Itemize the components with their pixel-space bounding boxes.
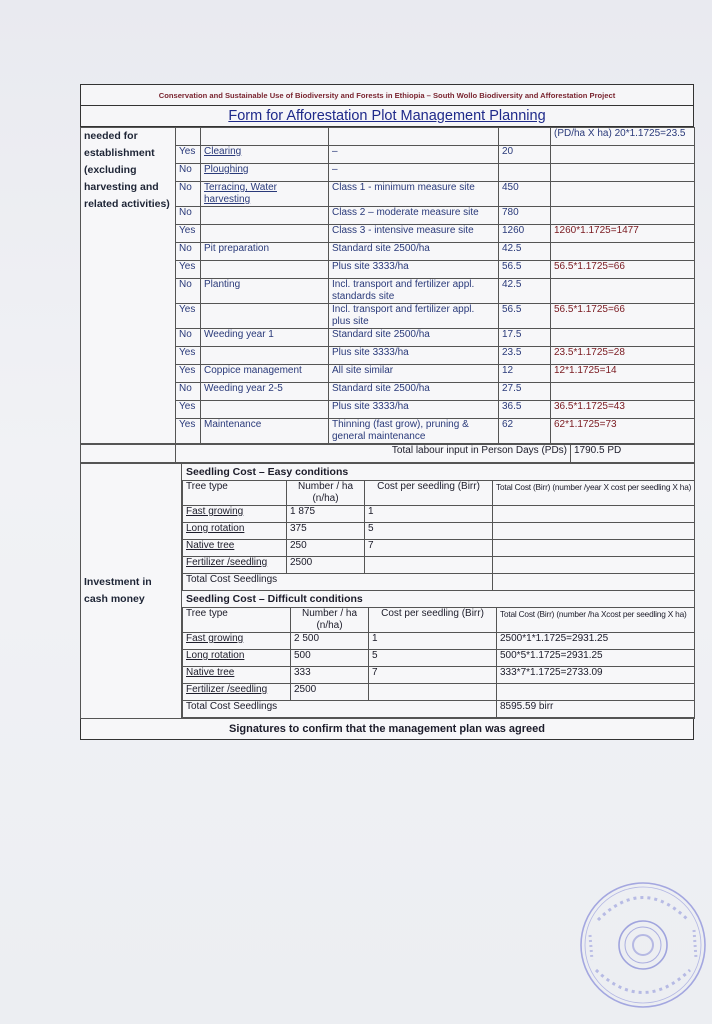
tree-type-cell: Long rotation [183,523,287,540]
calculation-cell [551,207,695,225]
seedling-row [183,684,695,701]
cost-per-seedling-cell [365,557,493,574]
measure-cell: – [329,146,499,164]
yes-no-cell: Yes [176,225,201,243]
column-header: Total Cost (Birr) (number /ha Xcost per seedling X ha) [497,608,695,633]
seedling-row [183,633,695,650]
activity-cell: Clearing [201,146,329,164]
activity-cell [201,304,329,329]
calculation-cell: 62*1.1725=73 [551,419,695,444]
person-days-cell: 56.5 [499,261,551,279]
investment-table [80,463,695,719]
person-days-cell: 1260 [499,225,551,243]
activity-cell: Planting [201,279,329,304]
cost-per-seedling-cell: 7 [369,667,497,684]
calculation-cell [551,329,695,347]
tree-type-cell: Native tree [183,540,287,557]
column-header: Total Cost (Birr) (number /year X cost per seedling X ha) [493,481,695,506]
number-per-ha-cell: 1 875 [287,506,365,523]
calculation-cell [551,243,695,261]
yes-no-cell: No [176,182,201,207]
number-per-ha-cell: 375 [287,523,365,540]
column-header: Tree type [183,481,287,506]
tree-type-cell: Native tree [183,667,291,684]
activity-cell: Terracing, Water harvesting [201,182,329,207]
person-days-cell: 12 [499,365,551,383]
measure-cell: Plus site 3333/ha [329,401,499,419]
yes-no-cell: No [176,329,201,347]
total-cost-cell [493,557,695,574]
number-per-ha-cell: 250 [287,540,365,557]
tree-type-cell: Fast growing [183,506,287,523]
calculation-cell: 56.5*1.1725=66 [551,261,695,279]
activity-cell: Pit preparation [201,243,329,261]
seedling-row [183,540,695,557]
tree-type-cell: Long rotation [183,650,291,667]
person-days-cell: 42.5 [499,279,551,304]
person-days-cell: 42.5 [499,243,551,261]
calculation-cell [551,279,695,304]
difficult-section [182,591,694,718]
seedling-total-label: Total Cost Seedlings [183,701,497,718]
easy-title: Seedling Cost – Easy conditions [186,466,349,478]
activity-cell: Ploughing [201,164,329,182]
number-per-ha-cell: 2500 [291,684,369,701]
seedling-total-value: 8595.59 birr [497,701,695,718]
tree-type-cell: Fast growing [183,633,291,650]
labour-total-table [80,444,695,463]
total-cost-cell [493,523,695,540]
column-header: Number / ha (n/ha) [291,608,369,633]
measure-cell: All site similar [329,365,499,383]
cost-per-seedling-cell: 5 [369,650,497,667]
seedling-total-label: Total Cost Seedlings [183,574,493,591]
cost-per-seedling-cell [369,684,497,701]
yes-no-cell: Yes [176,146,201,164]
labour-total-label: Total labour input in Person Days (PDs) [176,445,571,463]
seedling-row [183,506,695,523]
yes-no-cell: Yes [176,304,201,329]
measure-cell: Class 3 - intensive measure site [329,225,499,243]
tree-type-cell: Fertilizer /seedling [183,557,287,574]
yes-no-cell: No [176,243,201,261]
measure-cell: Standard site 2500/ha [329,329,499,347]
calculation-cell: 12*1.1725=14 [551,365,695,383]
calculation-cell: 36.5*1.1725=43 [551,401,695,419]
activity-cell [201,401,329,419]
measure-cell: Thinning (fast grow), pruning & general maintenance [329,419,499,444]
activity-cell [201,225,329,243]
labour-table [80,127,695,444]
column-header: Tree type [183,608,291,633]
tree-type-cell: Fertilizer /seedling [183,684,291,701]
cost-per-seedling-cell: 1 [369,633,497,650]
yes-no-cell: Yes [176,365,201,383]
person-days-cell: 62 [499,419,551,444]
measure-cell: Class 1 - minimum measure site [329,182,499,207]
seedling-header-row [183,608,695,633]
investment-side-label: Investment in cash money [81,464,182,719]
yes-no-cell: No [176,207,201,225]
yes-no-cell: No [176,164,201,182]
person-days-cell: 23.5 [499,347,551,365]
difficult-title: Seedling Cost – Difficult conditions [186,593,363,605]
calculation-cell: 23.5*1.1725=28 [551,347,695,365]
yes-no-cell: Yes [176,419,201,444]
yes-no-cell: Yes [176,347,201,365]
form-title: Form for Afforestation Plot Management Planning [80,106,694,127]
labour-total-value: 1790.5 PD [571,445,695,463]
person-days-cell: 56.5 [499,304,551,329]
person-days-cell: 450 [499,182,551,207]
seedling-row [183,650,695,667]
total-cost-cell [497,684,695,701]
measure-cell: Plus site 3333/ha [329,261,499,279]
activity-cell [201,207,329,225]
activity-cell: Weeding year 1 [201,329,329,347]
person-days-cell: 27.5 [499,383,551,401]
labour-side-label: needed for establishment (excluding harvesting and related activities) [81,128,176,444]
number-per-ha-cell: 2500 [287,557,365,574]
easy-table [182,480,695,591]
activity-cell: Maintenance [201,419,329,444]
person-days-cell: 36.5 [499,401,551,419]
calculation-cell: 56.5*1.1725=66 [551,304,695,329]
column-header: Cost per seedling (Birr) [365,481,493,506]
yes-no-cell: No [176,279,201,304]
column-header: Cost per seedling (Birr) [369,608,497,633]
yes-no-cell: Yes [176,401,201,419]
measure-cell: – [329,164,499,182]
person-days-cell: 20 [499,146,551,164]
activity-cell [201,347,329,365]
seedling-total-row [183,574,695,591]
person-days-cell: 17.5 [499,329,551,347]
seedling-row [183,557,695,574]
seedling-row [183,523,695,540]
official-stamp-icon [578,880,708,1010]
form-sheet [80,84,694,740]
total-cost-cell: 333*7*1.1725=2733.09 [497,667,695,684]
cost-per-seedling-cell: 1 [365,506,493,523]
person-days-cell: 780 [499,207,551,225]
number-per-ha-cell: 333 [291,667,369,684]
cost-per-seedling-cell: 7 [365,540,493,557]
activity-cell: Weeding year 2-5 [201,383,329,401]
difficult-table [182,607,695,718]
calculation-cell [551,164,695,182]
cost-per-seedling-cell: 5 [365,523,493,540]
total-cost-cell: 500*5*1.1725=2931.25 [497,650,695,667]
measure-cell: Incl. transport and fertilizer appl. standards site [329,279,499,304]
seedling-row [183,667,695,684]
total-cost-cell: 2500*1*1.1725=2931.25 [497,633,695,650]
measure-cell: Standard site 2500/ha [329,243,499,261]
total-cost-cell [493,506,695,523]
calculation-cell: 1260*1.1725=1477 [551,225,695,243]
top-calc: (PD/ha X ha) 20*1.1725=23.5 [551,128,695,146]
measure-cell: Incl. transport and fertilizer appl. plus site [329,304,499,329]
number-per-ha-cell: 500 [291,650,369,667]
seedling-header-row [183,481,695,506]
signatures-line: Signatures to confirm that the management plan was agreed [80,719,694,740]
total-cost-cell [493,540,695,557]
number-per-ha-cell: 2 500 [291,633,369,650]
measure-cell: Standard site 2500/ha [329,383,499,401]
seedling-total-row [183,701,695,718]
calculation-cell [551,383,695,401]
calculation-cell [551,182,695,207]
activity-cell: Coppice management [201,365,329,383]
measure-cell: Class 2 – moderate measure site [329,207,499,225]
easy-section [182,464,694,591]
seedling-total-value [493,574,695,591]
activity-cell [201,261,329,279]
yes-no-cell: No [176,383,201,401]
project-header: Conservation and Sustainable Use of Biodiversity and Forests in Ethiopia – South Wollo Biodiversity and Afforestation Project [80,84,694,106]
person-days-cell [499,164,551,182]
measure-cell: Plus site 3333/ha [329,347,499,365]
yes-no-cell: Yes [176,261,201,279]
calculation-cell [551,146,695,164]
column-header: Number / ha (n/ha) [287,481,365,506]
